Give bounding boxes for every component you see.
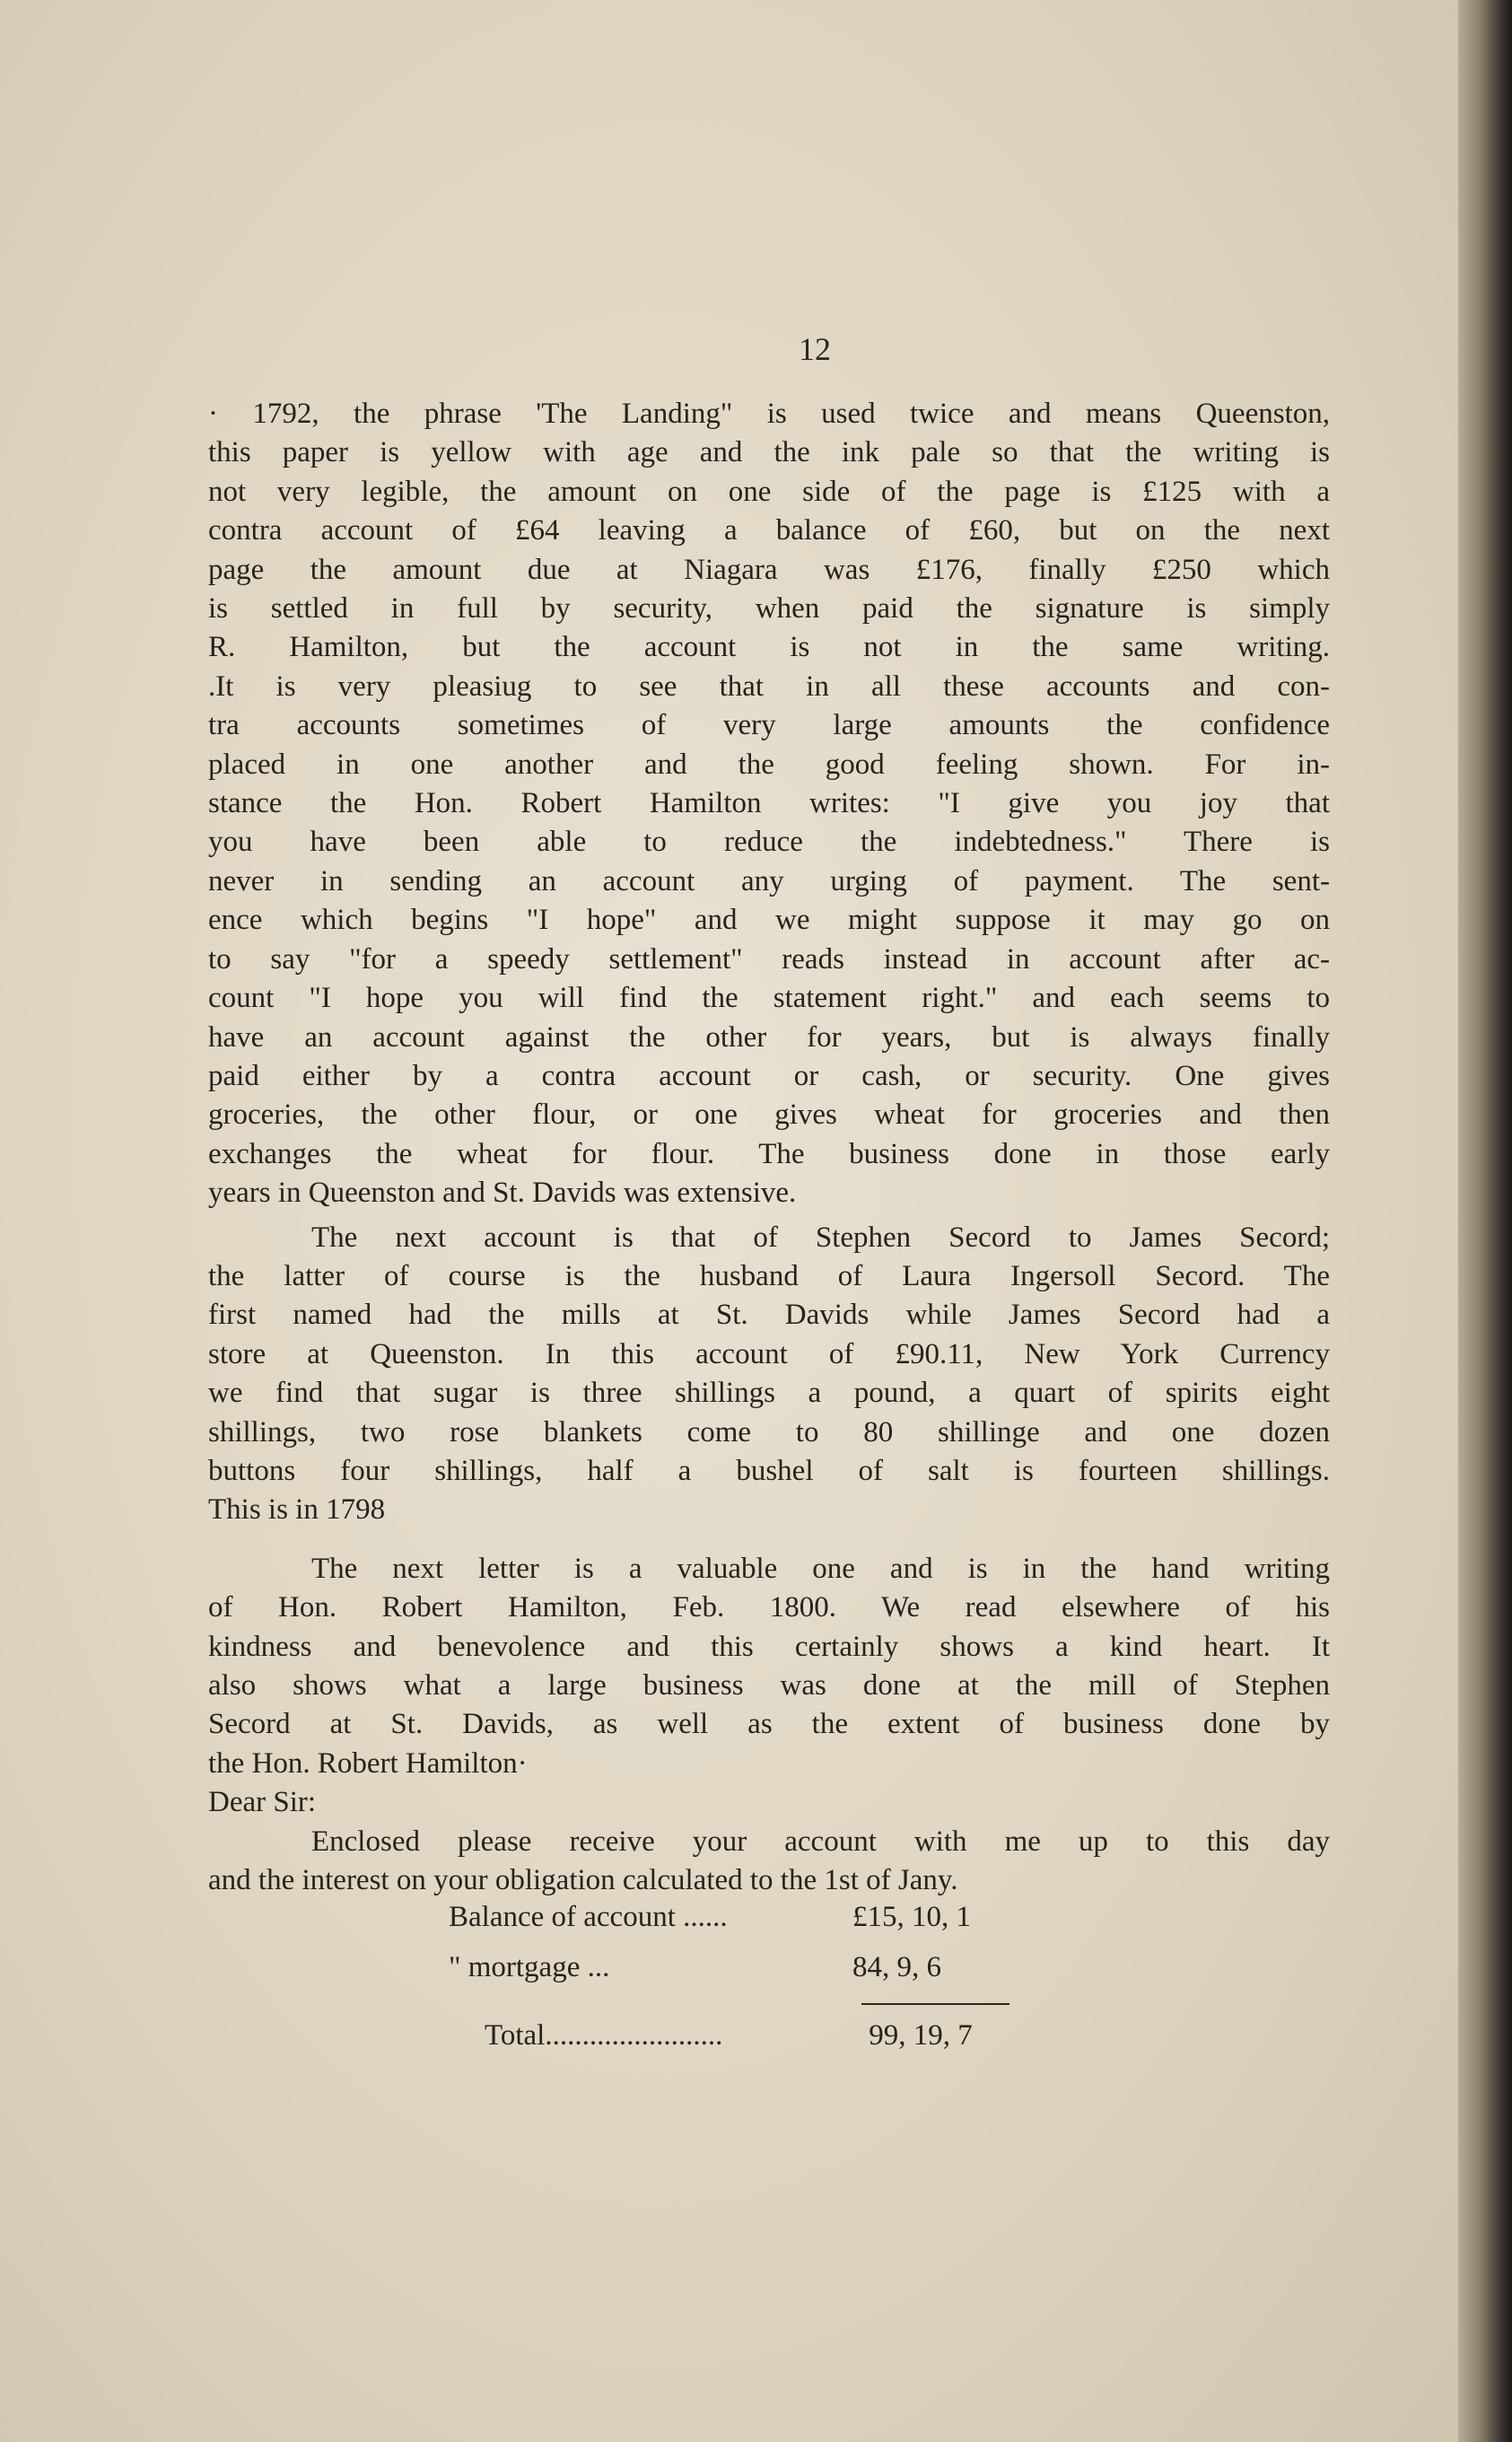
text-line: Dear Sir:	[208, 1786, 317, 1819]
text-line: placed in one another and the good feeling shown. For in-	[208, 748, 1330, 781]
text-line: to say "for a speedy settlement" reads instead in account after ac-	[208, 942, 1330, 976]
text-line: you have been able to reduce the indebtedness." There is	[208, 826, 1330, 859]
text-line: This is in 1798	[208, 1493, 386, 1527]
text-line: groceries, the other flour, or one gives wheat for groceries and then	[208, 1098, 1330, 1132]
text-line: page the amount due at Niagara was £176, finally £250 which	[208, 553, 1330, 586]
text-line: and the interest on your obligation calculated to the 1st of Jany.	[208, 1864, 958, 1897]
page-number: 12	[799, 331, 831, 367]
text-line: stance the Hon. Robert Hamilton writes: "I give you joy that	[208, 787, 1330, 820]
text-line: R. Hamilton, but the account is not in the same writing.	[208, 631, 1330, 664]
text-line: Secord at St. Davids, as well as the extent of business done by	[208, 1708, 1330, 1741]
text-line: .It is very pleasiug to see that in all these accounts and con-	[208, 670, 1330, 703]
letter-body	[208, 1823, 1330, 1901]
account-row-label: " mortgage ...	[449, 1951, 610, 1983]
text-line: The next letter is a valuable one and is in the hand writing	[311, 1552, 1330, 1585]
text-line: Enclosed please receive your account with me up to this day	[311, 1825, 1330, 1858]
account-row-amount: £15, 10, 1	[852, 1901, 971, 1933]
text-line: count "I hope you will find the statement right." and each seems to	[208, 982, 1330, 1015]
letter-salutation	[208, 1783, 1330, 1822]
text-line: never in sending an account any urging of payment. The sent-	[208, 864, 1330, 897]
page-gutter	[1458, 0, 1512, 2442]
text-line: years in Queenston and St. Davids was extensive.	[208, 1177, 797, 1210]
text-line: buttons four shillings, half a bushel of salt is fourteen shillings.	[208, 1454, 1330, 1487]
text-line: The next account is that of Stephen Secord to James Secord;	[311, 1221, 1330, 1254]
text-line: kindness and benevolence and this certainly shows a kind heart. It	[208, 1630, 1330, 1663]
account-total	[485, 2019, 973, 2053]
text-line: we find that sugar is three shillings a pound, a quart of spirits eight	[208, 1377, 1330, 1410]
account-total-amount: 99, 19, 7	[869, 2019, 973, 2052]
paragraph-hamilton-letter	[208, 1550, 1330, 1783]
account-row	[449, 1892, 1032, 1942]
text-line: of Hon. Robert Hamilton, Feb. 1800. We read elsewhere of his	[208, 1591, 1330, 1624]
text-line: the latter of course is the husband of Laura Ingersoll Secord. The	[208, 1259, 1330, 1292]
text-line: have an account against the other for years, but is always finally	[208, 1020, 1330, 1054]
text-line: · 1792, the phrase 'The Landing" is used twice and means Queenston,	[208, 398, 1330, 430]
account-row	[449, 1942, 1032, 1992]
text-line: exchanges the wheat for flour. The business done in those early	[208, 1137, 1330, 1170]
text-line: ence which begins "I hope" and we might suppose it may go on	[208, 904, 1330, 937]
text-line: contra account of £64 leaving a balance of £60, but on the next	[208, 514, 1330, 547]
paragraph-secord-account	[208, 1219, 1330, 1530]
account-row-label: Balance of account ......	[449, 1901, 728, 1933]
text-line: paid either by a contra account or cash, or security. One gives	[208, 1059, 1330, 1092]
paragraph-landing	[208, 395, 1330, 1213]
text-line: not very legible, the amount on one side of the page is £125 with a	[208, 475, 1330, 508]
text-line: also shows what a large business was done at the mill of Stephen	[208, 1669, 1330, 1702]
account-statement	[449, 1892, 1032, 1992]
text-line: first named had the mills at St. Davids while James Secord had a	[208, 1299, 1330, 1332]
account-row-amount: 84, 9, 6	[852, 1951, 941, 1983]
text-line: this paper is yellow with age and the ink pale so that the writing is	[208, 436, 1330, 469]
text-line: shillings, two rose blankets come to 80 shillinge and one dozen	[208, 1415, 1330, 1449]
text-line: tra accounts sometimes of very large amounts the confidence	[208, 709, 1330, 742]
text-line: the Hon. Robert Hamilton·	[208, 1746, 528, 1780]
account-total-label: Total........................	[485, 2019, 723, 2052]
text-line: store at Queenston. In this account of £90.11, New York Currency	[208, 1337, 1330, 1370]
text-line: is settled in full by security, when paid the signature is simply	[208, 592, 1330, 626]
body-text	[208, 395, 1330, 1900]
total-rule	[861, 2003, 1009, 2005]
